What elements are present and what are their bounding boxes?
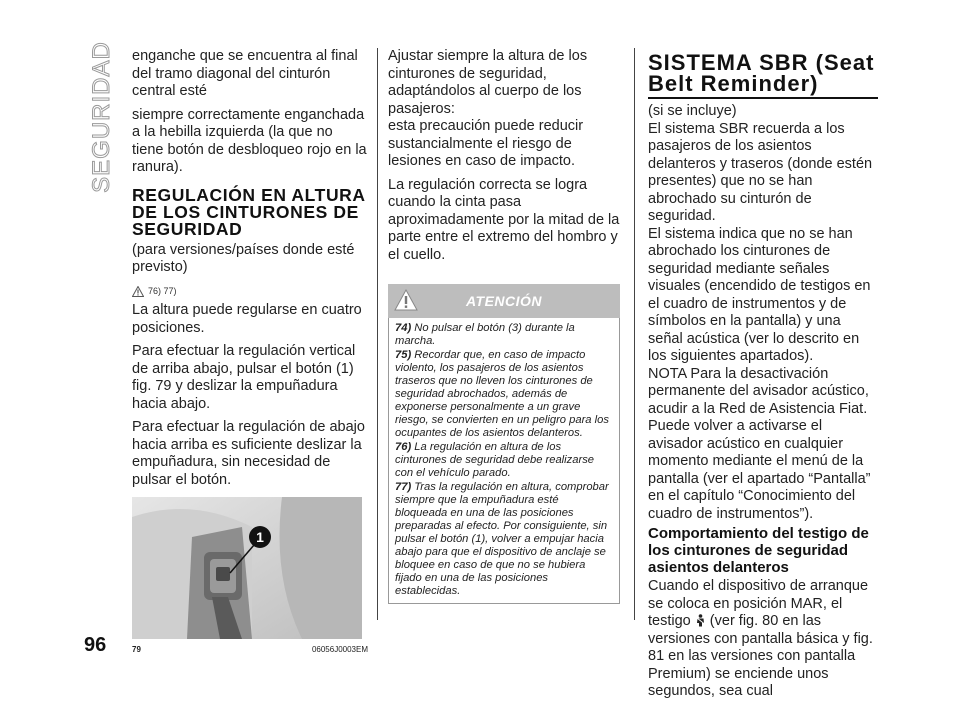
- paragraph: Para efectuar la regulación de abajo hacia arriba es suficiente deslizar la empuñadura, sin necesidad de pulsar el botón.: [132, 419, 365, 488]
- warning-item-number: 75): [395, 349, 412, 361]
- section-heading: SISTEMA SBR (Seat Belt Reminder): [648, 52, 878, 99]
- paragraph: La regulación correcta se logra cuando la cinta pasa aproximadamente por la mitad de la parte entre el extremo del hombro y el cuello.: [388, 176, 620, 263]
- section-side-title: [82, 41, 122, 193]
- paragraph: El sistema indica que no se han abrochado los cinturones de seguridad mediante señales visuales (encendido de testigos en el cuadro de instrumentos y de símbolos en la pantalla) y una señal acústica (ver lo descrito en los siguientes apartados).: [648, 225, 871, 364]
- paragraph: El sistema SBR recuerda a los pasajeros de los asientos delanteros y traseros (donde estén presentes) que no se han abrochado su cinturón de seguridad.: [648, 120, 873, 224]
- figure-number: 79: [132, 645, 141, 654]
- warning-body: [388, 318, 620, 604]
- column-divider: [634, 48, 635, 620]
- paragraph: NOTA Para la desactivación permanente del avisador acústico, acudir a la Red de Asistencia Fiat. Puede volver a activarse el avisador acústico en cualquier momento mediante el menú de la pantalla (ver el apartado “Pantalla” en el capítulo “Conocimiento del cuadro de instrumentos”).: [648, 365, 871, 522]
- paragraph: Ajustar siempre la altura de los cinturones de seguridad, adaptándolos al cuerpo de los pasajeros:: [388, 48, 588, 117]
- subheading: Comportamiento del testigo de los cinturones de seguridad asientos delanteros: [648, 525, 869, 576]
- warning-item: [395, 349, 613, 440]
- warning-triangle-icon: [132, 286, 144, 297]
- seatbelt-illustration: [132, 497, 362, 639]
- warning-item-number: 77): [395, 481, 412, 493]
- paragraph-text: (ver fig. 80 en las versiones con pantalla básica y fig. 81 en las versiones con pantalla Premium) se enciende unos segundos, sea cual: [648, 613, 873, 699]
- warning-item-text: La regulación en altura de los cinturones de seguridad debe realizarse con el vehículo parado.: [395, 441, 595, 479]
- seatbelt-height-figure: [132, 497, 362, 639]
- column-divider: [377, 48, 378, 620]
- seatbelt-warning-icon: [695, 614, 706, 627]
- paragraph: enganche que se encuentra al final del tramo diagonal del cinturón central esté: [132, 48, 358, 99]
- paragraph: esta precaución puede reducir sustancialmente el riesgo de lesiones en caso de impacto.: [388, 118, 584, 169]
- paragraph: (si se incluye): [648, 103, 737, 119]
- paragraph: siempre correctamente enganchada a la hebilla izquierda (la que no tiene botón de desbloqueo rojo en la ranura).: [132, 106, 367, 175]
- column-2: [388, 48, 624, 604]
- page-number: 96: [84, 634, 107, 656]
- column-1: [132, 48, 368, 659]
- warning-item-number: 74): [395, 322, 412, 334]
- paragraph: (para versiones/países donde esté previsto): [132, 241, 355, 275]
- warning-header: [388, 284, 620, 318]
- figure-callout-1: 1: [256, 529, 264, 545]
- warning-refs: [132, 283, 368, 301]
- paragraph: [648, 578, 878, 701]
- paragraph-text: Cuando el dispositivo de arranque se coloca en posición MAR, el testigo: [648, 578, 869, 629]
- figure-caption: [132, 641, 368, 659]
- warning-refs-text: 76) 77): [148, 285, 177, 296]
- warning-item-number: 76): [395, 441, 412, 453]
- warning-item: [395, 441, 613, 480]
- figure-code: 06056J0003EM: [311, 645, 368, 654]
- paragraph: La altura puede regularse en cuatro posiciones.: [132, 302, 362, 336]
- warning-item-text: Tras la regulación en altura, comprobar siempre que la empuñadura esté bloqueada en una de las posiciones preparadas al efecto. Por consiguiente, sin pulsar el botón (1), volver a empujar hacia abajo para que el dispositivo de anclaje se bloquee en caso de que no se hubiera fijado en una de las posiciones establecidas.: [395, 481, 609, 597]
- warning-box: [388, 284, 620, 604]
- warning-item: [395, 481, 613, 598]
- warning-item-text: No pulsar el botón (3) durante la marcha.: [395, 322, 575, 347]
- column-3: [648, 48, 878, 707]
- warning-title: ATENCIÓN: [465, 293, 543, 309]
- section-heading: REGULACIÓN EN ALTURA DE LOS CINTURONES DE SEGURIDAD: [132, 184, 366, 239]
- section-side-title-text: SEGURIDAD: [88, 41, 115, 193]
- paragraph: Para efectuar la regulación vertical de arriba abajo, pulsar el botón (1) fig. 79 y deslizar la empuñadura hacia abajo.: [132, 343, 356, 412]
- warning-item-text: Recordar que, en caso de impacto violento, los pasajeros de los asientos traseros que no lleven los cinturones de seguridad abrochados, además de exponerse personalmente a un grave riesgo, se convierten en un peligro para los ocupantes de los asientos delanteros.: [395, 349, 609, 439]
- warning-item: [395, 322, 613, 348]
